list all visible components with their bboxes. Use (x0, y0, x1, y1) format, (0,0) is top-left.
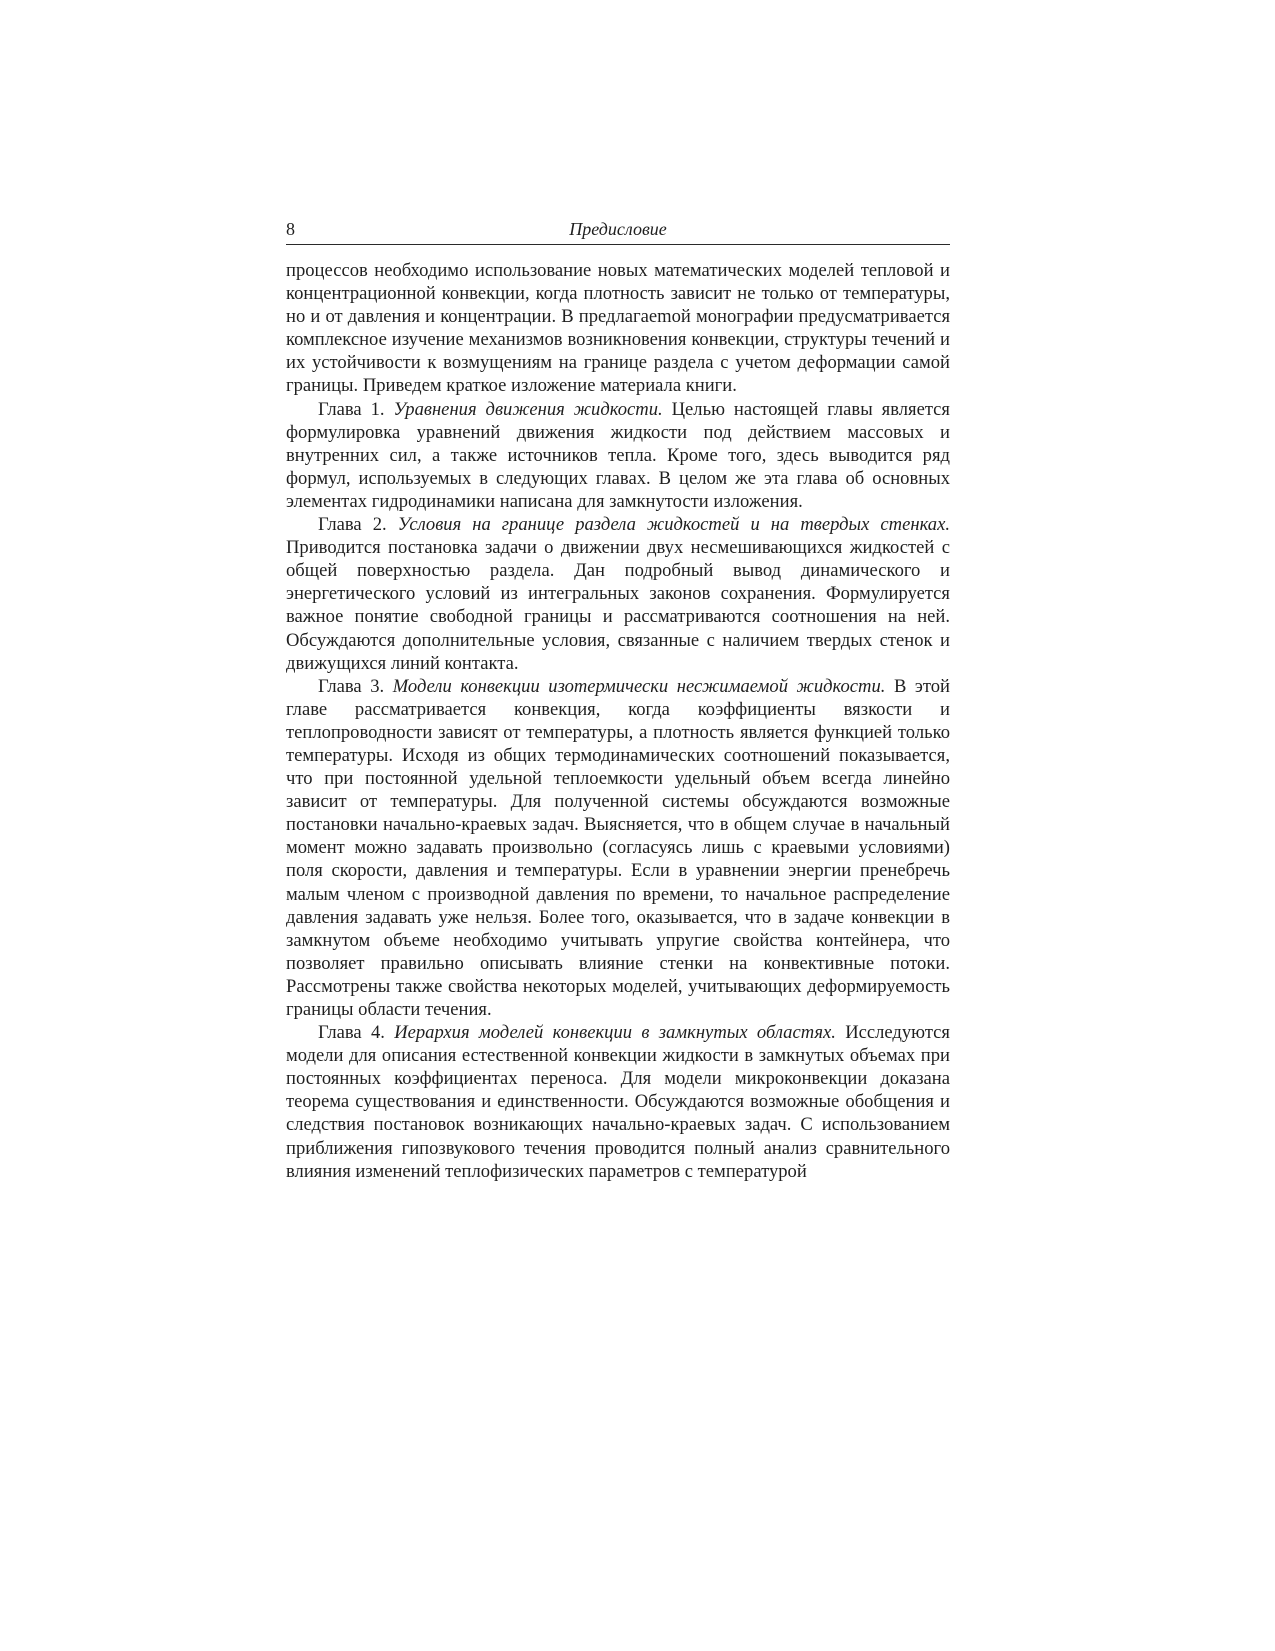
chapter-title: Условия на границе раздела жидкостей и на твердых стенках. (397, 514, 950, 536)
paragraph-text: Приводится постановка задачи о движении двух несмешивающихся жидкостей с общей поверхностью раздела. Дан подробный вывод динамического и энергетического условий из интегральных законов сохранения. Формулируется важное понятие свободной границы и рассматриваются соотношения на ней. Обсуждаются дополнительные условия, связанные с наличием твердых стенок и движущихся линий контакта. (286, 537, 950, 674)
running-head (286, 218, 950, 245)
paragraph-text: процессов необходимо использование новых математических моделей тепловой и концентрационной конвекции, когда плотность зависит не только от температуры, но и от давления и концентрации. В предлагаеmой монографии предусматривается комплексное изучение механизмов возникновения конвекции, структуры течений и их устойчивости к возмущениям на границе раздела с учетом деформации самой границы. Приведем краткое изложение материала книги. (286, 260, 950, 397)
page-content (286, 218, 950, 1183)
paragraph-text: В этой главе рассматривается конвекция, когда коэффициенты вязкости и теплопроводности зависят от температуры, а плотность является функцией только температуры. Исходя из общих термодинамических соотношений показывается, что при постоянной удельной теплоемкости удельный объем всегда линейно зависит от температуры. Для полученной системы обсуждаются возможные постановки начально-краевых задач. Выясняется, что в общем случае в начальный момент можно задавать произвольно (согласуясь лишь с краевыми условиями) поля скорости, давления и температуры. Если в уравнении энергии пренебречь малым членом с производной давления по времени, то начальное распределение давления задавать уже нельзя. Более того, оказывается, что в задаче конвекции в замкнутом объеме необходимо учитывать упругие свойства контейнера, что позволяет правильно описывать влияние стенки на конвективные потоки. Рассмотрены также свойства некоторых моделей, учитывающих деформируемость границы области течения. (286, 675, 951, 1020)
chapter-label: Глава 2. (318, 514, 398, 536)
paragraph-text: Исследуются модели для описания естественной конвекции жидкости в замкнутых объемах при постоянных коэффициентах переноса. Для модели микроконвекции доказана теорема существования и единственности. Обсуждаются возможные обобщения и следствия постановок возникающих начально-краевых задач. С использованием приближения гипозвукового течения проводится полный анализ сравнительного влияния изменений теплофизических параметров с температурой (286, 1022, 950, 1182)
paragraph-chapter-4 (286, 1021, 950, 1183)
chapter-title: Иерархия моделей конвекции в замкнутых областях. (394, 1022, 836, 1044)
paragraph-intro (286, 259, 950, 398)
running-title: Предисловие (569, 219, 667, 239)
paragraph-text: Целью настоящей главы является формулировка уравнений движения жидкости под действием массовых и внутренних сил, а также источников тепла. Кроме того, здесь выводится ряд формул, используемых в следующих главах. В целом же эта глава об основных элементах гидродинамики написана для замкнутости изложения. (286, 398, 950, 512)
paragraph-chapter-1 (286, 398, 950, 513)
chapter-label: Глава 1. (318, 398, 394, 420)
chapter-label: Глава 4. (318, 1022, 395, 1044)
chapter-label: Глава 3. (318, 675, 393, 697)
chapter-title: Модели конвекции изотермически несжимаемой жидкости. (392, 675, 886, 697)
body-text (286, 259, 950, 1183)
chapter-title: Уравнения движения жидкости. (393, 398, 663, 420)
paragraph-chapter-2 (286, 513, 950, 675)
paragraph-chapter-3 (286, 675, 950, 1021)
page-number: 8 (286, 219, 295, 239)
